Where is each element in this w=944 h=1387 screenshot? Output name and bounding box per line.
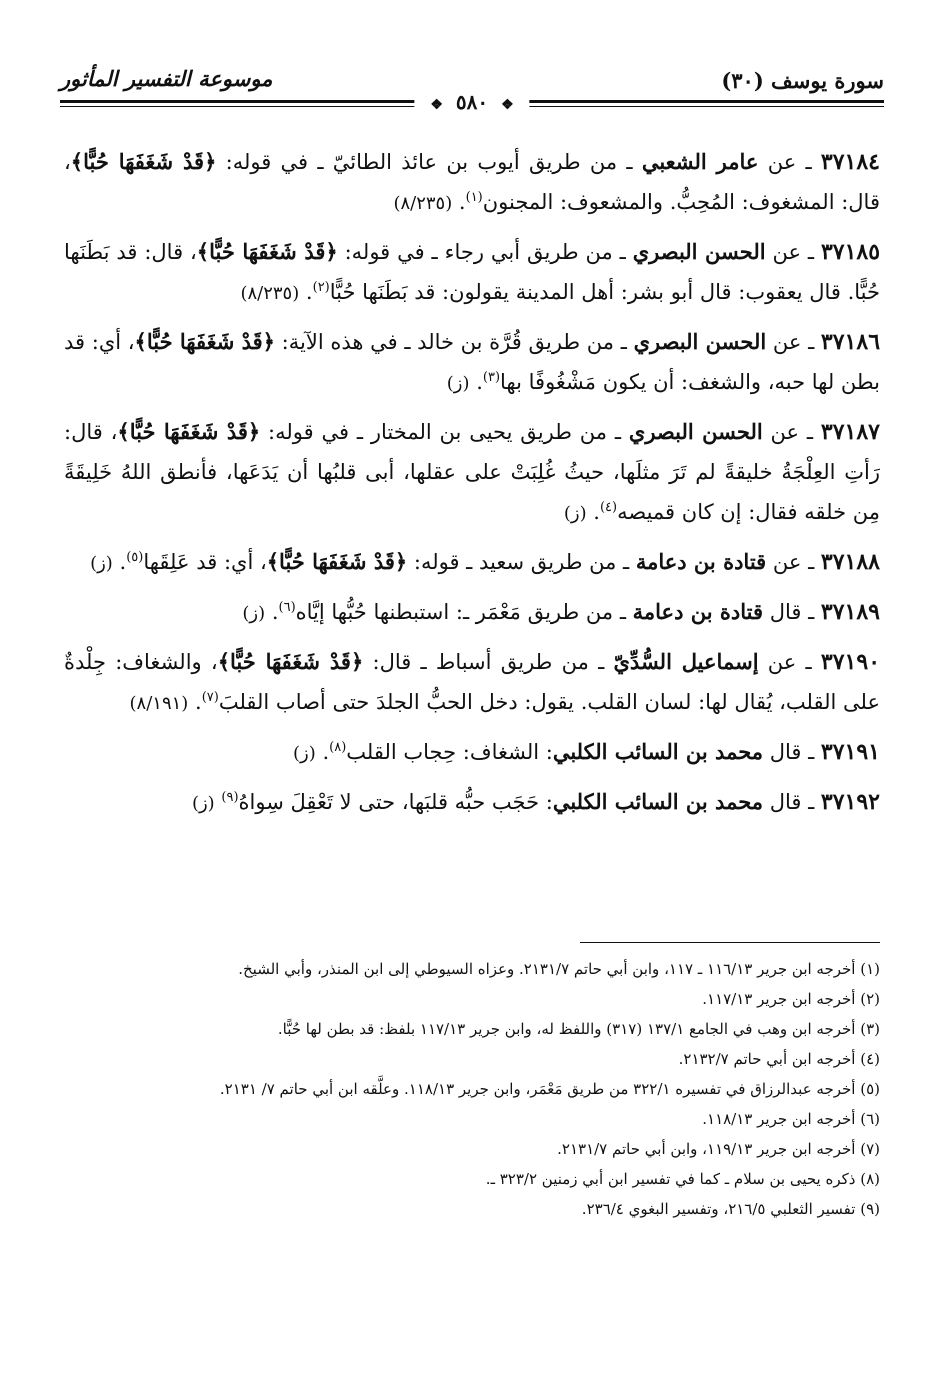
entry-text: ، أي: قد عَلِقَها bbox=[143, 550, 267, 574]
entry-chain: : حَجَب حبُّه قلبَها، حتى لا تَعْقِلَ سِواهُ bbox=[238, 790, 553, 814]
entry-intro: ـ قال bbox=[763, 600, 821, 624]
main-text bbox=[64, 142, 880, 832]
entry-number: ٣٧١٩٢ bbox=[820, 789, 880, 815]
footnote-marker: (٤) bbox=[599, 500, 618, 515]
quran-quote: ﴿قَدْ شَغَفَهَا حُبًّا﴾ bbox=[70, 149, 217, 174]
entry-number: ٣٧١٨٧ bbox=[820, 419, 880, 445]
ornament-icon: ❖ bbox=[430, 97, 443, 113]
entry-end: . bbox=[188, 690, 202, 714]
entry-end: . bbox=[315, 740, 330, 764]
narrator-name: الحسن البصري bbox=[632, 239, 766, 264]
narrator-name: عامر الشعبي bbox=[641, 149, 759, 174]
narration-entry bbox=[64, 142, 880, 224]
narration-entry bbox=[64, 322, 880, 404]
quran-quote: ﴿قَدْ شَغَفَهَا حُبًّا﴾ bbox=[117, 419, 261, 444]
source-ref: (ز) bbox=[563, 503, 587, 524]
footnote: (٢) أخرجه ابن جرير ١١٧/١٣. bbox=[702, 990, 880, 1008]
entry-number: ٣٧١٩١ bbox=[820, 739, 880, 765]
entry-chain: ـ من طريق أيوب بن عائذ الطائيّ ـ في قوله: bbox=[216, 150, 642, 174]
book-title: موسوعة التفسير المأثور bbox=[60, 66, 273, 91]
entry-number: ٣٧١٨٥ bbox=[820, 239, 881, 265]
entry-number: ٣٧١٨٤ bbox=[820, 149, 880, 175]
source-ref: (٨/٢٣٥) bbox=[393, 193, 453, 214]
entry-end: . bbox=[469, 370, 483, 394]
footnote-marker: (٩) bbox=[221, 790, 239, 805]
quran-quote: ﴿قَدْ شَغَفَهَا حُبًّا﴾ bbox=[196, 239, 338, 264]
footnote: (٧) أخرجه ابن جرير ١١٩/١٣، وابن أبي حاتم ٢١٣١/٧. bbox=[557, 1140, 880, 1158]
quran-quote: ﴿قَدْ شَغَفَهَا حُبًّا﴾ bbox=[266, 549, 408, 574]
entry-text: ، والشغاف: جِلْدةٌ على القلب، يُقال لها: لسان القلب. يقول: دخل الحبُّ الجلدَ حتى أصاب القلبَ bbox=[64, 650, 880, 714]
narrator-name: إسماعيل السُّدِّيّ bbox=[613, 649, 759, 674]
entry-intro: ـ قال bbox=[763, 790, 821, 814]
entry-number: ٣٧١٨٨ bbox=[820, 549, 880, 575]
footnote-marker: (١) bbox=[465, 190, 483, 205]
footnote-divider bbox=[580, 942, 880, 943]
entry-number: ٣٧١٨٦ bbox=[820, 329, 881, 355]
narration-entry bbox=[64, 782, 880, 824]
narrator-name: قتادة بن دعامة bbox=[632, 599, 764, 624]
source-ref: (ز) bbox=[242, 603, 266, 624]
entry-intro: ـ عن bbox=[758, 650, 821, 674]
narrator-name: الحسن البصري bbox=[628, 419, 763, 444]
entry-chain: ـ من طريق قُرَّة بن خالد ـ في هذه الآية: bbox=[275, 330, 634, 354]
entry-chain: ـ من طريق يحيى بن المختار ـ في قوله: bbox=[260, 420, 629, 444]
entry-intro: ـ عن bbox=[765, 240, 821, 264]
footnote-marker: (٧) bbox=[201, 690, 219, 705]
narration-entry bbox=[64, 542, 880, 584]
entry-number: ٣٧١٩٠ bbox=[820, 649, 881, 675]
footnote: (٣) أخرجه ابن وهب في الجامع ١٣٧/١ (٣١٧) واللفظ له، وابن جرير ١١٧/١٣ بلفظ: قد بطن لها حُبًّا. bbox=[277, 1020, 880, 1038]
narrator-name: الحسن البصري bbox=[633, 329, 767, 354]
footnote: (٥) أخرجه عبدالرزاق في تفسيره ٣٢٢/١ من طريق مَعْمَر، وابن جرير ١١٨/١٣. وعلَّقه ابن أبي حاتم ٧/ ٢١٣١. bbox=[219, 1080, 880, 1098]
footnote: (٩) تفسير الثعلبي ٢١٦/٥، وتفسير البغوي ٢٣٦/٤. bbox=[581, 1200, 880, 1218]
entry-text: ، قال: قد بَطَنَها حُبًّا. قال يعقوب: قال أبو بشر: أهل المدينة يقولون: قد بَطَنَها حُبًّا bbox=[64, 240, 880, 304]
entry-intro: ـ قال bbox=[763, 740, 821, 764]
narrator-name: قتادة بن دعامة bbox=[635, 549, 767, 574]
entry-chain: ـ من طريق أبي رجاء ـ في قوله: bbox=[337, 240, 633, 264]
narration-entry bbox=[64, 592, 880, 634]
entry-end: . bbox=[452, 190, 466, 214]
footnotes bbox=[64, 956, 880, 1226]
footnote-marker: (٦) bbox=[278, 600, 296, 615]
entry-chain: : الشغاف: حِجاب القلب bbox=[346, 740, 553, 764]
entry-end: . bbox=[299, 280, 313, 304]
narration-entry bbox=[64, 732, 880, 774]
entry-text: ، قال: رَأتِ العِلْجَةُ خليقةً لم تَرَ مثلَها، حيثُ غُلِبَتْ على عقلها، أبى قلبُها أن يَدَعَها، فأنطق اللهُ خَلِيقَةً مِن خلقه فقال: إن كان قميصه bbox=[64, 420, 880, 524]
footnote: (٦) أخرجه ابن جرير ١١٨/١٣. bbox=[702, 1110, 880, 1128]
footnote-marker: (٥) bbox=[126, 550, 144, 565]
entry-text: ، قال: المشغوف: المُحِبُّ. والمشعوف: المجنون bbox=[64, 150, 880, 214]
source-ref: (ز) bbox=[293, 743, 316, 764]
footnote-marker: (٢) bbox=[312, 280, 330, 295]
page-number: ٥٨٠ bbox=[455, 90, 489, 114]
source-ref: (ز) bbox=[90, 553, 113, 574]
entry-text: ، أي: قد بطن لها حبه، والشغف: أن يكون مَشْغُوفًا بها bbox=[64, 330, 880, 394]
narrator-name: محمد بن السائب الكلبي bbox=[552, 789, 764, 814]
narration-entry bbox=[64, 412, 880, 534]
footnote-marker: (٨) bbox=[329, 740, 347, 755]
page-header bbox=[60, 62, 884, 126]
entry-chain: ـ من طريق سعيد ـ قوله: bbox=[407, 550, 636, 574]
footnote-marker: (٣) bbox=[482, 370, 501, 385]
quran-quote: ﴿قَدْ شَغَفَهَا حُبًّا﴾ bbox=[217, 649, 364, 674]
entry-end: . bbox=[265, 600, 279, 624]
footnote: (٨) ذكره يحيى بن سلام ـ كما في تفسير ابن أبي زمنين ٣٢٣/٢ ـ. bbox=[485, 1170, 880, 1188]
entry-end: . bbox=[586, 500, 600, 524]
entry-end: . bbox=[112, 550, 127, 574]
narration-entry bbox=[64, 642, 880, 724]
entry-chain: ـ من طريق مَعْمَر ـ: استبطنها حُبُّها إيَّاه bbox=[295, 600, 633, 624]
narration-entry bbox=[64, 232, 880, 314]
source-ref: (ز) bbox=[191, 793, 215, 814]
ornament-icon: ❖ bbox=[501, 97, 514, 113]
footnote: (١) أخرجه ابن جرير ١١٦/١٣ ـ ١١٧، وابن أبي حاتم ٢١٣١/٧. وعزاه السيوطي إلى ابن المنذر، وأبي الشيخ. bbox=[238, 960, 880, 978]
source-ref: (٨/٢٣٥) bbox=[240, 283, 300, 304]
source-ref: (ز) bbox=[446, 373, 470, 394]
footnote: (٤) أخرجه ابن أبي حاتم ٢١٣٢/٧. bbox=[678, 1050, 880, 1068]
source-ref: (٨/١٩١) bbox=[129, 693, 189, 714]
page-number-box bbox=[414, 90, 529, 114]
narrator-name: محمد بن السائب الكلبي bbox=[552, 739, 764, 764]
entry-intro: ـ عن bbox=[762, 420, 821, 444]
surah-label: سورة يوسف (٣٠) bbox=[721, 68, 884, 93]
entry-intro: ـ عن bbox=[766, 330, 821, 354]
entry-chain: ـ من طريق أسباط ـ قال: bbox=[363, 650, 614, 674]
entry-intro: ـ عن bbox=[766, 550, 821, 574]
entry-intro: ـ عن bbox=[758, 150, 821, 174]
entry-number: ٣٧١٨٩ bbox=[820, 599, 880, 625]
quran-quote: ﴿قَدْ شَغَفَهَا حُبًّا﴾ bbox=[134, 329, 275, 354]
